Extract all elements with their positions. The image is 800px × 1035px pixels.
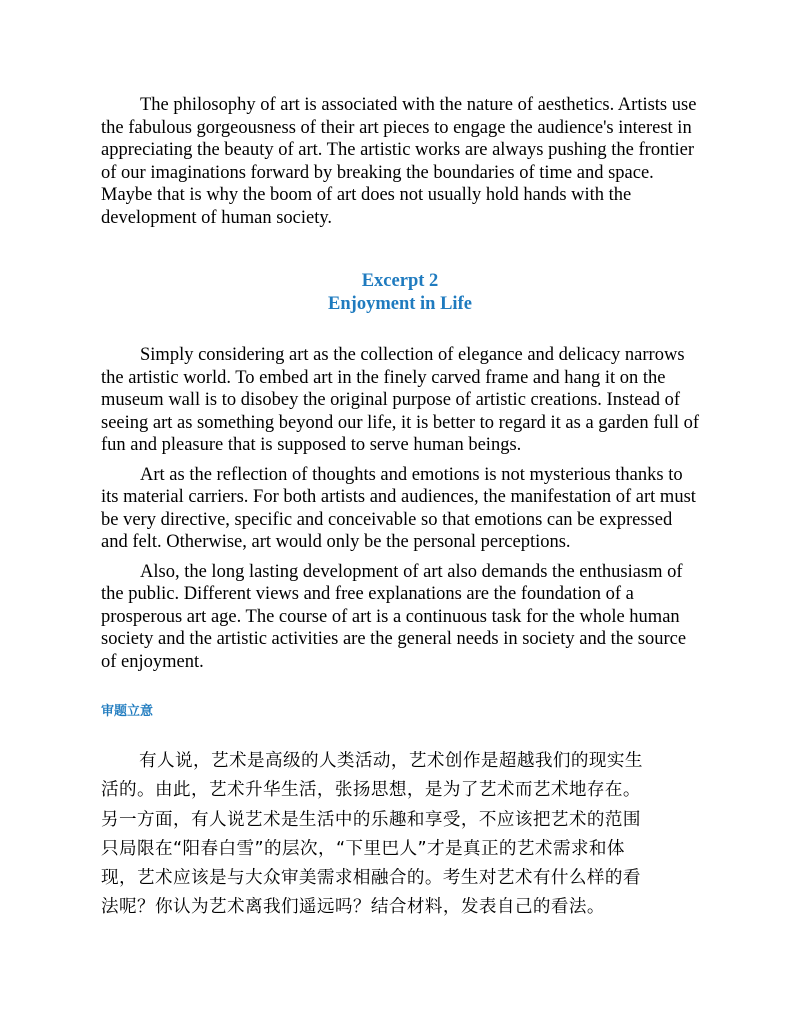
analysis-line-4: 只局限在“阳春白雪”的层次，“下里巴人”才是真正的艺术需求和体 bbox=[101, 838, 625, 859]
analysis-line-6: 法呢？你认为艺术离我们遥远吗？结合材料，发表自己的看法。 bbox=[101, 897, 605, 918]
analysis-line-5: 现，艺术应该是与大众审美需求相融合的。考生对艺术有什么样的看 bbox=[101, 868, 641, 889]
analysis-line-1: 有人说，艺术是高级的人类活动，艺术创作是超越我们的现实生 bbox=[139, 751, 643, 771]
excerpt-paragraph-3: Also, the long lasting development of art also demands the enthusiasm of the public. Different views and free explanations are the foundation of a prosperous art age. The course of art is a continuous task for the whole human society and the artistic activities are the general needs in society and the source of enjoyment. bbox=[101, 561, 687, 672]
analysis-line-3: 另一方面，有人说艺术是生活中的乐趣和享受，不应该把艺术的范围 bbox=[101, 809, 641, 830]
intro-paragraph: The philosophy of art is associated with the nature of aesthetics. Artists use the fabulous gorgeousness of their art pieces to engage the audience's interest in appreciating the beauty of art. The artistic works are always pushing the frontier of our imaginations forward by breaking the boundaries of time and space. Maybe that is why the boom of art does not usually hold hands with the development of human society. bbox=[101, 95, 697, 228]
excerpt-number: Excerpt 2 bbox=[361, 271, 439, 291]
document-page bbox=[101, 94, 699, 923]
excerpt-heading bbox=[101, 270, 699, 316]
analysis-line-2: 活的。由此，艺术升华生活，张扬思想，是为了艺术而艺术地存在。 bbox=[101, 780, 641, 801]
excerpt-paragraph-2: Art as the reflection of thoughts and emotions is not mysterious thanks to its material carriers. For both artists and audiences, the manifestation of art must be very directive, specific and conceivable so that emotions can be expressed and felt. Otherwise, art would only be the personal perceptions. bbox=[101, 464, 696, 552]
excerpt-paragraph-1: Simply considering art as the collection of elegance and delicacy narrows the artistic world. To embed art in the finely carved frame and hang it on the museum wall is to disobey the original purpose of artistic creations. Instead of seeing art as something beyond our life, it is better to regard it as a garden full of fun and pleasure that is supposed to serve human beings. bbox=[101, 345, 699, 455]
analysis-paragraph bbox=[101, 747, 699, 923]
analysis-section-label: 审题立意 bbox=[101, 704, 154, 719]
excerpt-title: Enjoyment in Life bbox=[328, 294, 472, 314]
